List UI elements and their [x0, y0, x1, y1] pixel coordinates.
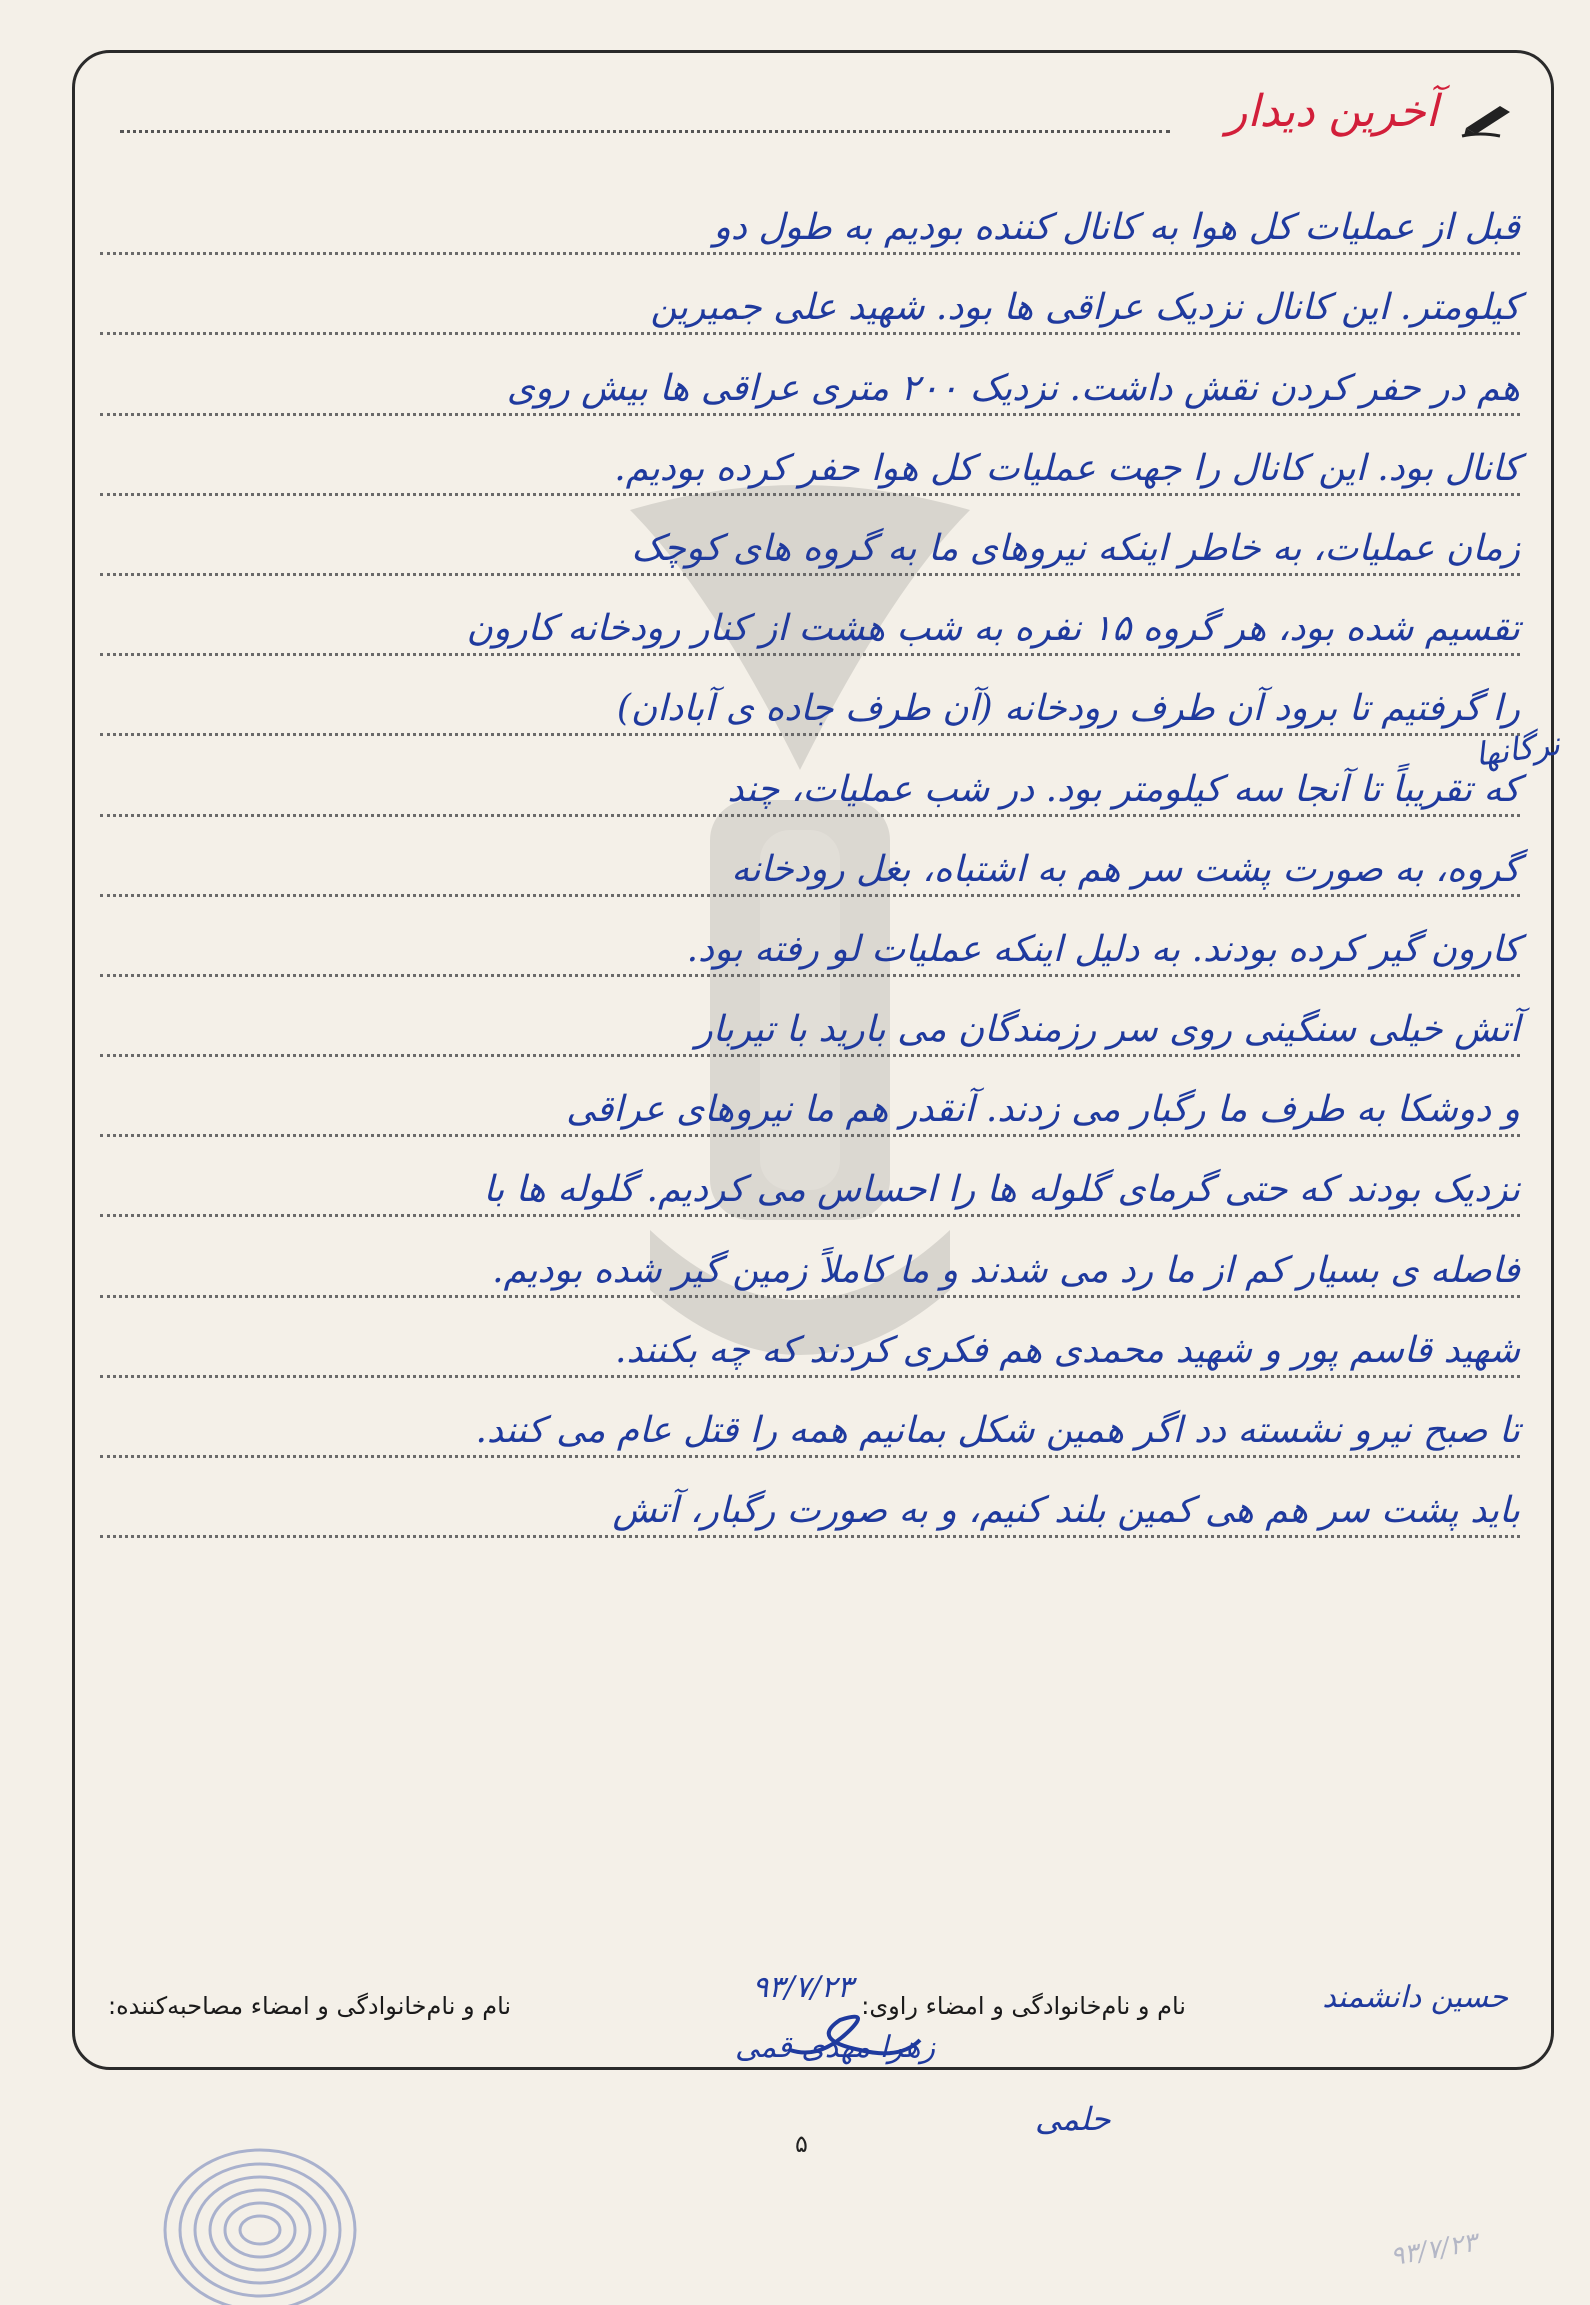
pen-writing-icon	[1460, 98, 1522, 138]
text-line	[100, 335, 1520, 415]
interview-date: ۹۳/۷/۲۳	[752, 1970, 853, 2005]
line-text: تقسیم شده بود، هر گروه ۱۵ نفره به شب هشت از کنار رودخانه کارون	[466, 608, 1520, 650]
line-text: و دوشکا به طرف ما رگبار می زدند. آنقدر هم ما نیروهای عراقی	[566, 1089, 1520, 1131]
text-line	[100, 1217, 1520, 1297]
title-dotted-line	[120, 130, 1170, 133]
text-line	[100, 1458, 1520, 1538]
text-line	[100, 977, 1520, 1057]
line-text: فاصله ی بسیار کم از ما رد می شدند و ما کاملاً زمین گیر شده بودیم.	[492, 1249, 1520, 1291]
interviewer-label: نام و نام‌خانوادگی و امضاء مصاحبه‌کننده:	[108, 1992, 512, 2020]
text-line	[100, 1057, 1520, 1137]
text-line	[100, 1137, 1520, 1217]
interviewer-name-second: حلمی	[1035, 2100, 1111, 2138]
title-row	[90, 86, 1530, 152]
line-text: هم در حفر کردن نقش داشت. نزدیک ۲۰۰ متری عراقی ها بیش روی	[506, 367, 1520, 409]
text-line	[100, 1378, 1520, 1458]
text-line	[100, 496, 1520, 576]
text-line	[100, 416, 1520, 496]
line-text: شهید قاسم پور و شهید محمدی هم فکری کردند که چه بکنند.	[615, 1329, 1520, 1371]
line-text: قبل از عملیات کل هوا به کانال کننده بودیم به طول دو	[713, 207, 1520, 249]
line-text: تا صبح نیرو نشسته دد اگر همین شکل بمانیم همه را قتل عام می کنند.	[475, 1410, 1520, 1451]
margin-note: نرگانها	[1472, 724, 1563, 774]
page-title: آخرین دیدار	[1226, 86, 1438, 137]
line-text: آتش خیلی سنگینی روی سر رزمندگان می بارید با تیربار	[695, 1009, 1520, 1051]
corner-scribble: ۹۳/۷/۲۳	[1388, 2227, 1480, 2273]
text-line	[100, 736, 1520, 816]
text-line	[100, 897, 1520, 977]
narrator-label: نام و نام‌خانوادگی و امضاء راوی:	[861, 1992, 1186, 2020]
fingerprint-mark	[150, 2120, 360, 2305]
line-text: که تقریباً تا آنجا سه کیلومتر بود. در شب عملیات، چند	[727, 768, 1520, 810]
line-text: زمان عملیات، به خاطر اینکه نیروهای ما به گروه های کوچک	[631, 527, 1520, 569]
text-line	[100, 576, 1520, 656]
line-text: کارون گیر کرده بودند. به دلیل اینکه عملیات لو رفته بود.	[686, 928, 1520, 970]
text-line	[100, 255, 1520, 335]
line-text: باید پشت سر هم هی کمین بلند کنیم، و به صورت رگبار، آتش	[612, 1490, 1520, 1532]
line-text: کانال بود. این کانال را جهت عملیات کل هوا حفر کرده بودیم.	[614, 447, 1520, 489]
narrator-name: حسین دانشمند	[1322, 1980, 1508, 2015]
handwritten-lines	[100, 175, 1520, 1538]
text-line	[100, 656, 1520, 736]
interviewer-name: زهرا مهدی قمی	[735, 2030, 936, 2065]
text-line	[100, 817, 1520, 897]
line-text: نزدیک بودند که حتی گرمای گلوله ها را احساس می کردیم. گلوله ها با	[483, 1169, 1520, 1211]
line-text: کیلومتر. این کانال نزدیک عراقی ها بود. شهید علی جمیرین	[650, 287, 1520, 329]
text-line	[100, 1298, 1520, 1378]
page-number: ۵	[795, 2130, 808, 2158]
line-text: گروه، به صورت پشت سر هم به اشتباه، بغل رودخانه	[731, 848, 1520, 890]
line-text: را گرفتیم تا برود آن طرف رودخانه (آن طرف جاده ی آبادان)	[616, 688, 1520, 730]
text-line	[100, 175, 1520, 255]
